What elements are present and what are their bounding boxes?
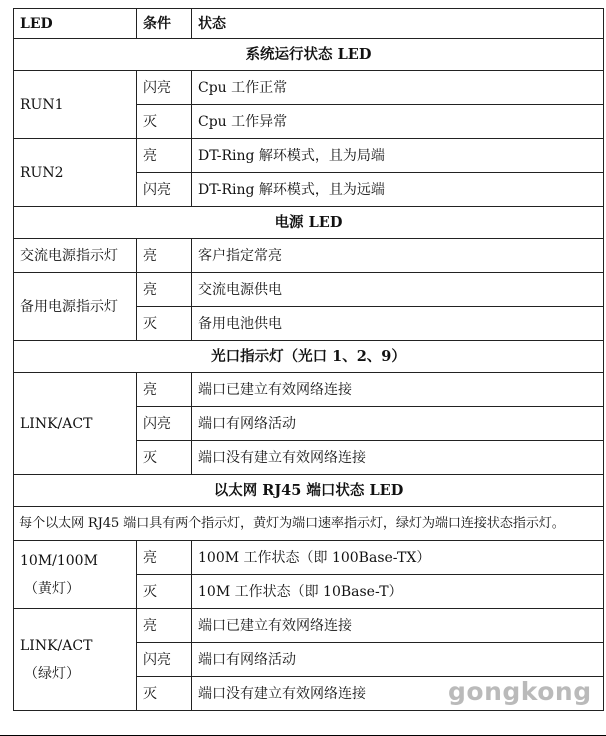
condition-cell: 灭 [137, 105, 192, 139]
status-cell: 端口已建立有效网络连接 [192, 373, 604, 407]
header-status: 状态 [192, 9, 604, 39]
section-title-power: 电源 LED [14, 207, 604, 239]
led-name-backup-power: 备用电源指示灯 [14, 273, 137, 341]
led-name-ethernet-link-line1: LINK/ACT [20, 637, 93, 654]
section-title-system: 系统运行状态 LED [14, 39, 604, 71]
watermark-logo: gongkong [448, 677, 592, 706]
condition-cell: 灭 [137, 441, 192, 475]
status-cell: 端口没有建立有效网络连接 [192, 677, 604, 711]
header-condition: 条件 [137, 9, 192, 39]
section-title-optical: 光口指示灯（光口 1、2、9） [14, 341, 604, 373]
condition-cell: 灭 [137, 677, 192, 711]
status-cell: DT-Ring 解环模式，且为远端 [192, 173, 604, 207]
led-name-speed-line1: 10M/100M [20, 552, 98, 569]
status-cell: 100M 工作状态（即 100Base-TX） [192, 541, 604, 575]
condition-cell: 亮 [137, 609, 192, 643]
condition-cell: 亮 [137, 139, 192, 173]
condition-cell: 闪亮 [137, 407, 192, 441]
table-row [14, 373, 604, 407]
status-cell: Cpu 工作正常 [192, 71, 604, 105]
status-cell: 端口没有建立有效网络连接 [192, 441, 604, 475]
status-cell: 交流电源供电 [192, 273, 604, 307]
section-row [14, 39, 604, 71]
led-name-ethernet-link [14, 609, 137, 711]
table-row [14, 239, 604, 273]
condition-cell: 闪亮 [137, 173, 192, 207]
led-name-speed [14, 541, 137, 609]
table-row [14, 273, 604, 307]
section-row [14, 475, 604, 507]
table-row [14, 71, 604, 105]
led-name-run2: RUN2 [14, 139, 137, 207]
condition-cell: 亮 [137, 541, 192, 575]
section-row [14, 341, 604, 373]
status-cell: 客户指定常亮 [192, 239, 604, 273]
table-row [14, 609, 604, 643]
led-name-ac-power: 交流电源指示灯 [14, 239, 137, 273]
led-name-run1: RUN1 [14, 71, 137, 139]
led-name-speed-line2: （黄灯） [24, 580, 80, 597]
header-row [14, 9, 604, 39]
condition-cell: 闪亮 [137, 71, 192, 105]
status-cell: DT-Ring 解环模式，且为局端 [192, 139, 604, 173]
condition-cell: 闪亮 [137, 643, 192, 677]
status-cell: 备用电池供电 [192, 307, 604, 341]
status-cell: 端口有网络活动 [192, 407, 604, 441]
status-cell: Cpu 工作异常 [192, 105, 604, 139]
note-row [14, 507, 604, 541]
table-row [14, 541, 604, 575]
led-name-optical-link: LINK/ACT [14, 373, 137, 475]
section-row [14, 207, 604, 239]
condition-cell: 灭 [137, 307, 192, 341]
status-cell: 端口已建立有效网络连接 [192, 609, 604, 643]
header-led: LED [14, 9, 137, 39]
status-cell: 10M 工作状态（即 10Base-T） [192, 575, 604, 609]
led-status-table [13, 8, 604, 711]
condition-cell: 灭 [137, 575, 192, 609]
section-title-ethernet: 以太网 RJ45 端口状态 LED [14, 475, 604, 507]
led-name-ethernet-link-line2: （绿灯） [24, 665, 80, 682]
status-cell: 端口有网络活动 [192, 643, 604, 677]
condition-cell: 亮 [137, 373, 192, 407]
table-row [14, 139, 604, 173]
condition-cell: 亮 [137, 273, 192, 307]
ethernet-note: 每个以太网 RJ45 端口具有两个指示灯，黄灯为端口速率指示灯，绿灯为端口连接状态指示灯。 [14, 507, 604, 541]
condition-cell: 亮 [137, 239, 192, 273]
